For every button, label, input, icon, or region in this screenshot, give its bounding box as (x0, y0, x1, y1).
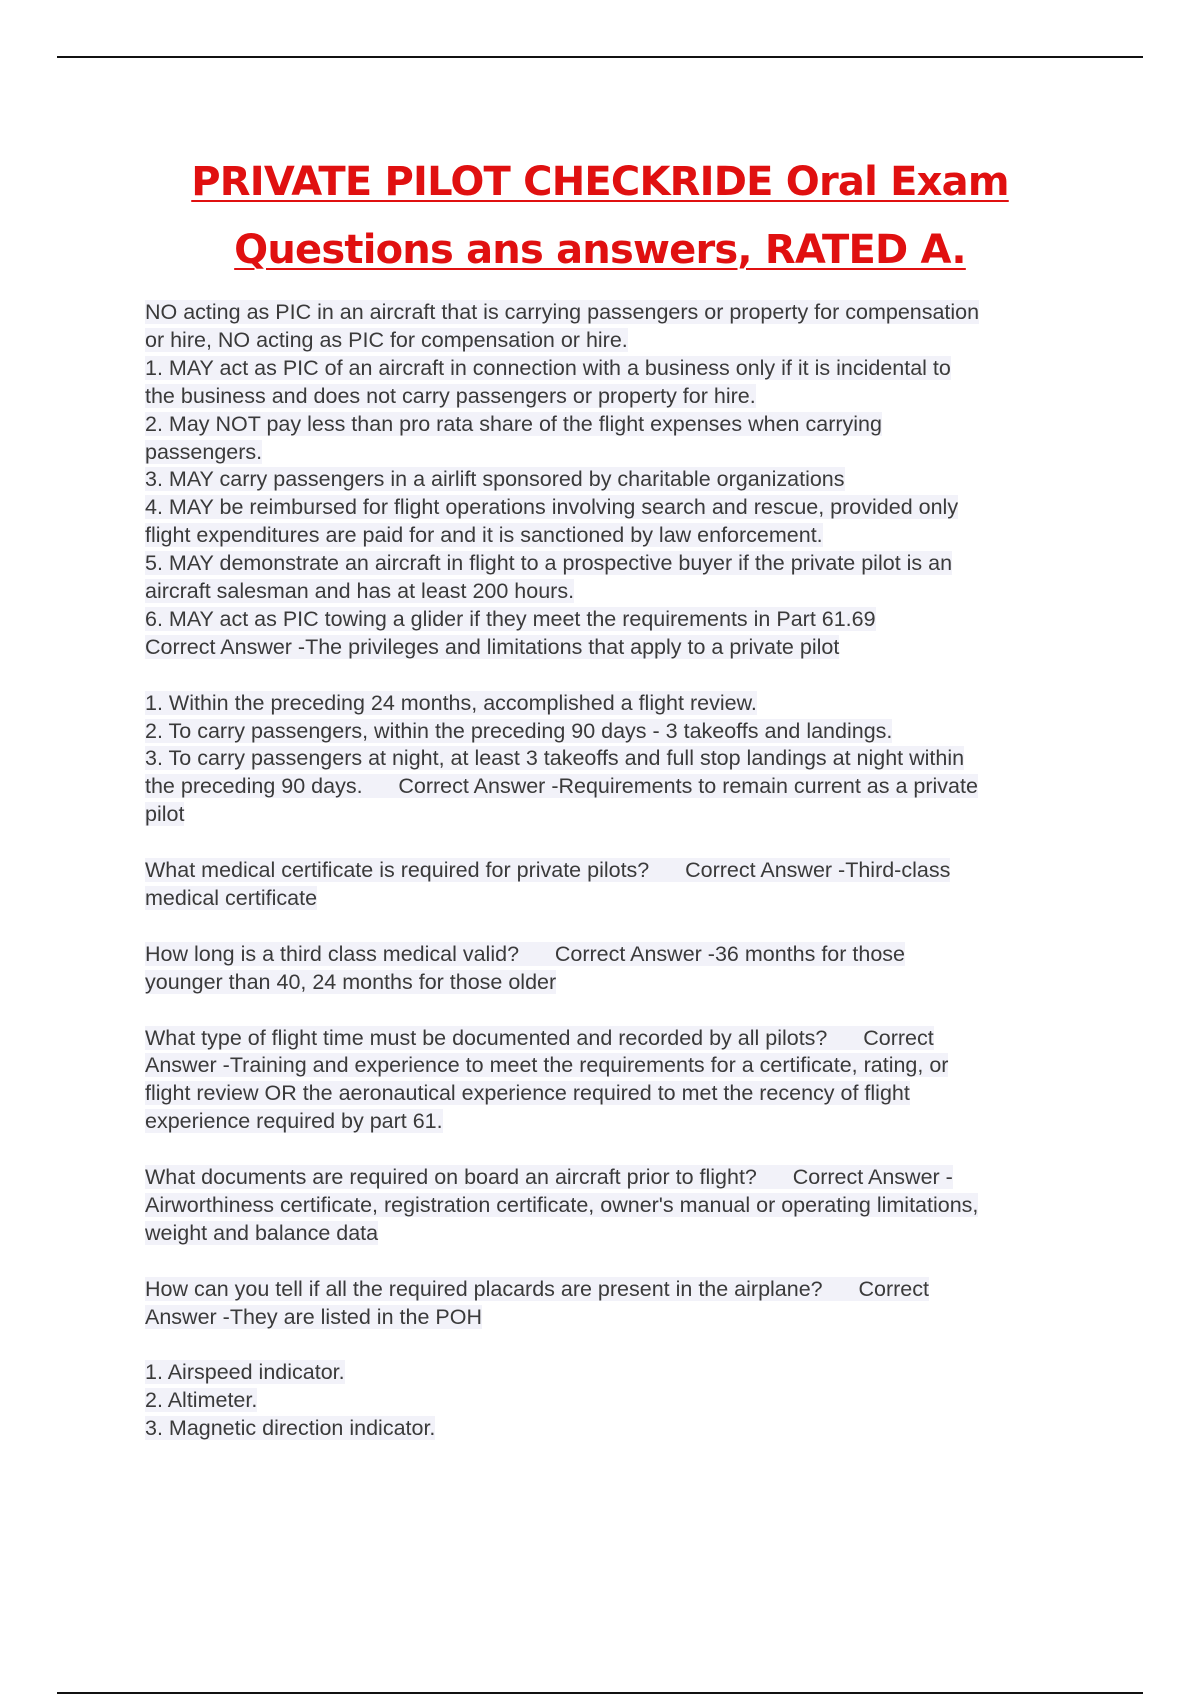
text-line (145, 1415, 1095, 1443)
text-line (145, 327, 1095, 355)
text-line (145, 383, 1095, 411)
text-line-content: 2. May NOT pay less than pro rata share of the flight expenses when carrying (145, 411, 882, 436)
text-line (145, 857, 1095, 885)
text-line (145, 1220, 1095, 1248)
text-line (145, 634, 1095, 662)
text-line (145, 1052, 1095, 1080)
text-line (145, 606, 1095, 634)
text-line-content: 3. MAY carry passengers in a airlift sponsored by charitable organizations (145, 467, 845, 492)
text-line-content: 2. Altimeter. (145, 1388, 258, 1413)
text-line (145, 773, 1095, 801)
text-line-content: What medical certificate is required for private pilots? Correct Answer -Third-class (145, 858, 951, 883)
text-line (145, 522, 1095, 550)
text-line-content: 4. MAY be reimbursed for flight operations involving search and rescue, provided only (145, 495, 959, 520)
text-line-content: flight expenditures are paid for and it is sanctioned by law enforcement. (145, 523, 823, 548)
text-line-content: What documents are required on board an aircraft prior to flight? Correct Answer - (145, 1165, 953, 1190)
text-line-content: 3. Magnetic direction indicator. (145, 1416, 436, 1441)
text-line-content: 1. MAY act as PIC of an aircraft in connection with a business only if it is incidental to (145, 355, 951, 380)
text-line-content: experience required by part 61. (145, 1109, 443, 1134)
document-title (0, 148, 1200, 284)
text-line (145, 578, 1095, 606)
text-line-content: passengers. (145, 439, 263, 464)
qa-block (145, 690, 1095, 830)
qa-block (145, 941, 1095, 997)
qa-block (145, 1025, 1095, 1137)
text-line (145, 1304, 1095, 1332)
text-line-content: How long is a third class medical valid? Correct Answer -36 months for those (145, 941, 905, 966)
text-line-content: Correct Answer -The privileges and limitations that apply to a private pilot (145, 634, 840, 659)
text-line-content: medical certificate (145, 886, 318, 910)
qa-block (145, 1276, 1095, 1332)
text-line-content: flight review OR the aeronautical experience required to met the recency of flight (145, 1081, 910, 1106)
text-line (145, 941, 1095, 969)
text-line (145, 1387, 1095, 1415)
text-line (145, 1276, 1095, 1304)
text-line-content: 5. MAY demonstrate an aircraft in flight to a prospective buyer if the private pilot is an (145, 551, 953, 576)
text-line (145, 718, 1095, 746)
text-line-content: How can you tell if all the required placards are present in the airplane? Correct (145, 1276, 929, 1301)
qa-block (145, 857, 1095, 913)
text-line-content: or hire, NO acting as PIC for compensation or hire. (145, 327, 628, 352)
text-line (145, 411, 1095, 439)
text-line (145, 466, 1095, 494)
text-line (145, 550, 1095, 578)
top-rule (57, 56, 1143, 58)
text-line-content: Answer -Training and experience to meet the requirements for a certificate, rating, or (145, 1053, 949, 1078)
text-line-content: NO acting as PIC in an aircraft that is carrying passengers or property for compensation (145, 300, 980, 324)
text-line (145, 494, 1095, 522)
text-line (145, 439, 1095, 467)
bottom-rule (57, 1692, 1143, 1694)
text-line (145, 1025, 1095, 1053)
text-line (145, 801, 1095, 829)
text-line (145, 745, 1095, 773)
text-line-content: 2. To carry passengers, within the preceding 90 days - 3 takeoffs and landings. (145, 718, 893, 743)
document-body (145, 299, 1095, 1471)
text-line (145, 969, 1095, 997)
text-line (145, 1164, 1095, 1192)
qa-block (145, 1164, 1095, 1248)
qa-block (145, 299, 1095, 662)
text-line (145, 1359, 1095, 1387)
text-line-content: What type of flight time must be documented and recorded by all pilots? Correct (145, 1025, 934, 1050)
text-line-content: the preceding 90 days. Correct Answer -Requirements to remain current as a private (145, 774, 978, 799)
text-line-content: younger than 40, 24 months for those older (145, 969, 557, 994)
text-line (145, 299, 1095, 327)
text-line-content: 1. Within the preceding 24 months, accomplished a flight review. (145, 690, 757, 715)
text-line-content: weight and balance data (145, 1220, 379, 1245)
text-line-content: 1. Airspeed indicator. (145, 1360, 345, 1385)
title-line: Questions ans answers, RATED A. (234, 227, 966, 273)
qa-block (145, 1359, 1095, 1443)
text-line (145, 1192, 1095, 1220)
text-line-content: aircraft salesman and has at least 200 hours. (145, 579, 575, 604)
text-line (145, 355, 1095, 383)
text-line-content: the business and does not carry passengers or property for hire. (145, 383, 756, 408)
text-line-content: Airworthiness certificate, registration certificate, owner's manual or operating limitations, (145, 1192, 979, 1217)
text-line (145, 690, 1095, 718)
text-line-content: Answer -They are listed in the POH (145, 1304, 482, 1329)
text-line-content: pilot (145, 802, 185, 827)
text-line-content: 3. To carry passengers at night, at least 3 takeoffs and full stop landings at night within (145, 746, 965, 771)
text-line (145, 1080, 1095, 1108)
text-line-content: 6. MAY act as PIC towing a glider if they meet the requirements in Part 61.69 (145, 606, 876, 631)
text-line (145, 885, 1095, 913)
title-line: PRIVATE PILOT CHECKRIDE Oral Exam (191, 159, 1009, 205)
text-line (145, 1108, 1095, 1136)
